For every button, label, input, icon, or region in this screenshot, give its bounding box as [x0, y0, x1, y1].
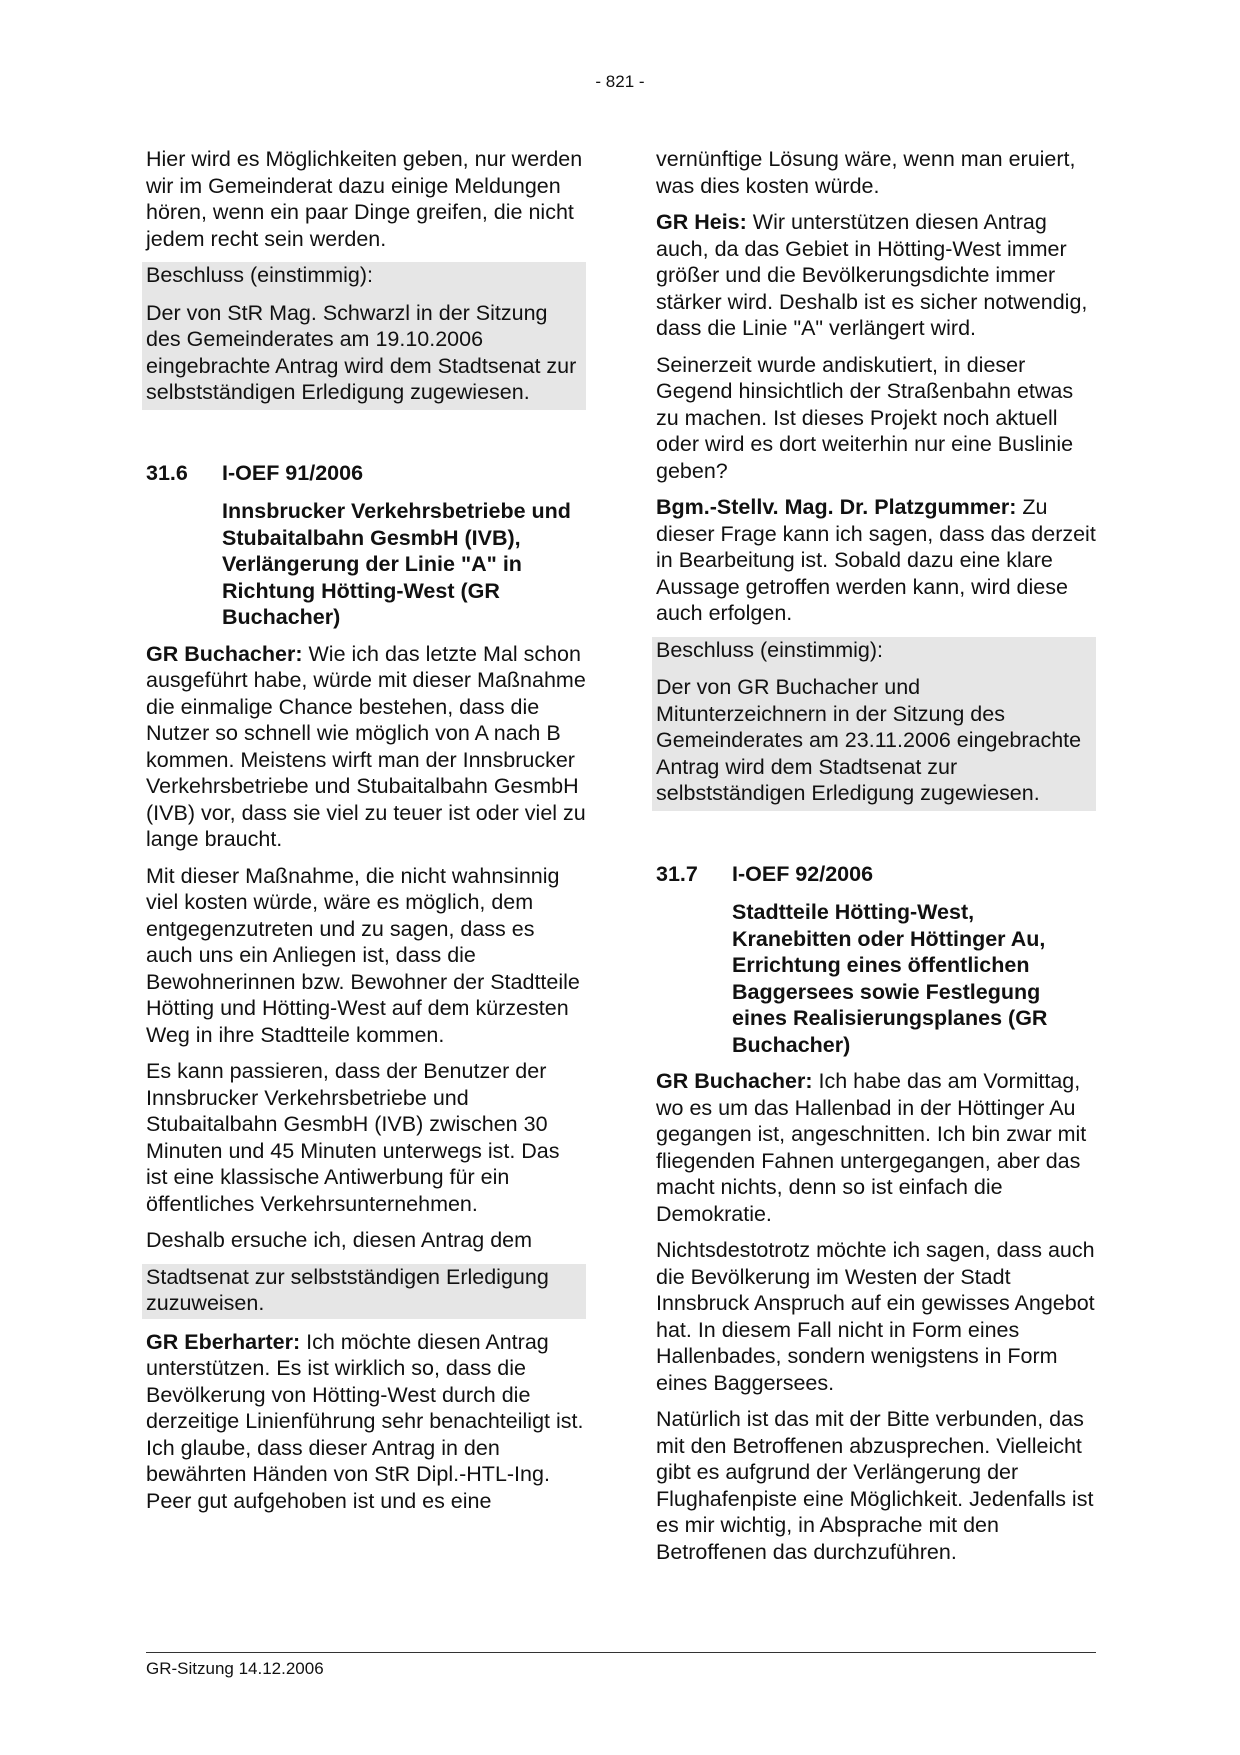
footer-text: GR-Sitzung 14.12.2006 — [146, 1659, 324, 1678]
resolution-label: Beschluss (einstimmig): — [656, 637, 883, 662]
speaker-name: GR Buchacher: — [656, 1069, 813, 1093]
speaker-name: Bgm.-Stellv. Mag. Dr. Platzgummer: — [656, 495, 1017, 519]
section-code: I-OEF 91/2006 — [222, 460, 364, 485]
paragraph: Seinerzeit wurde andiskutiert, in dieser Gegend hinsichtlich der Straßenbahn etwas zu machen. Ist dieses Projekt noch aktuell oder wird es dort weiterhin nur eine Buslinie geben? — [656, 352, 1074, 483]
resolution-text: Der von GR Buchacher und Mitunterzeichnern in der Sitzung des Gemeinderates am 23.11.2006 eingebrachte Antrag wird dem Stadtsenat zur selbstständigen Erledigung zugewiesen. — [656, 675, 1082, 805]
resolution-text: Der von StR Mag. Schwarzl in der Sitzung des Gemeinderates am 19.10.2006 eingebrachte Antrag wird dem Stadtsenat zur selbstständigen Erledigung zugewiesen. — [146, 300, 577, 404]
section-number: 31.7 — [656, 861, 698, 886]
section-title: Innsbrucker Verkehrsbetriebe und Stubaitalbahn GesmbH (IVB), Verlängerung der Linie "A" in Richtung Hötting-West (GR Buchacher) — [222, 499, 571, 629]
resolution-block — [142, 262, 586, 410]
page-number: - 821 - — [595, 72, 645, 91]
speech-paragraph: GR Eberharter: Ich möchte diesen Antrag unterstützen. Es ist wirklich so, dass die Bevölkerung von Hötting-West durch die derzeitige Linienführung sehr benachteiligt ist. Ich glaube, dass dieser Antrag in den bewährten Händen von StR Dipl.-HTL-Ing. Peer gut aufgehoben ist und es eine — [146, 1329, 584, 1513]
right-column — [656, 146, 1096, 1575]
shaded-text: Stadtsenat zur selbstständigen Erledigung zuzuweisen. — [146, 1264, 549, 1315]
section-title: Stadtteile Hötting-West, Kranebitten oder Höttinger Au, Errichtung eines öffentlichen Baggersees sowie Festlegung eines Realisierungsplanes (GR Buchacher) — [732, 900, 1048, 1057]
paragraph: Hier wird es Möglichkeiten geben, nur werden wir im Gemeinderat dazu einige Meldungen hören, wenn ein paar Dinge greifen, die nicht jedem recht sein werden. — [146, 147, 583, 251]
paragraph: Mit dieser Maßnahme, die nicht wahnsinnig viel kosten würde, wäre es möglich, dem entgegenzutreten und zu sagen, dass es auch uns ein Anliegen ist, dass die Bewohnerinnen bzw. Bewohner der Stadtteile Hötting und Hötting-West auf dem kürzesten Weg in ihre Stadtteile kommen. — [146, 863, 580, 1047]
paragraph: Deshalb ersuche ich, diesen Antrag dem — [146, 1228, 533, 1252]
section-number: 31.6 — [146, 460, 188, 485]
speech-paragraph: GR Heis: Wir unterstützen diesen Antrag auch, da das Gebiet in Hötting-West immer größer und die Bevölkerungsdichte immer stärker wird. Deshalb ist es sicher notwendig, dass die Linie "A" verlängert wird. — [656, 210, 1088, 340]
speech-paragraph: GR Buchacher: Wie ich das letzte Mal schon ausgeführt habe, würde mit dieser Maßnahme die einmalige Chance bestehen, dass die Nutzer so schnell wie möglich von A nach B kommen. Meistens wirft man der Innsbrucker Verkehrsbetriebe und Stubaitalbahn GesmbH (IVB) vor, dass sie viel zu teuer ist oder viel zu lange braucht. — [146, 641, 586, 851]
speech-paragraph: GR Buchacher: Ich habe das am Vormittag, wo es um das Hallenbad in der Höttinger Au gegangen ist, angeschnitten. Ich bin zwar mit fliegenden Fahnen untergegangen, aber das macht nichts, denn so ist einfach die Demokratie. — [656, 1069, 1087, 1226]
speaker-name: GR Eberharter: — [146, 1329, 301, 1354]
section-code: I-OEF 92/2006 — [732, 861, 874, 886]
footer-divider — [146, 1652, 1096, 1653]
speaker-name: GR Heis: — [656, 210, 747, 234]
resolution-block — [652, 637, 1096, 811]
paragraph: Nichtsdestotrotz möchte ich sagen, dass auch die Bevölkerung im Westen der Stadt Innsbruck Anspruch auf ein gewisses Angebot hat. In diesem Fall nicht in Form eines Hallenbades, sondern wenigstens in Form eines Baggersees. — [656, 1238, 1095, 1395]
section-heading — [656, 861, 1096, 888]
shaded-text-block — [142, 1264, 586, 1319]
left-column — [146, 146, 586, 1524]
paragraph: Natürlich ist das mit der Bitte verbunden, das mit den Betroffenen abzusprechen. Vielleicht gibt es aufgrund der Verlängerung der Flughafenpiste eine Möglichkeit. Jedenfalls ist es mir wichtig, in Absprache mit den Betroffenen das durchzuführen. — [656, 1407, 1094, 1564]
speaker-name: GR Buchacher: — [146, 641, 303, 666]
paragraph: Es kann passieren, dass der Benutzer der Innsbrucker Verkehrsbetriebe und Stubaitalbahn GesmbH (IVB) zwischen 30 Minuten und 45 Minuten unterwegs ist. Das ist eine klassische Antiwerbung für ein öffentliches Verkehrsunternehmen. — [146, 1059, 560, 1216]
section-heading — [146, 460, 586, 487]
resolution-label: Beschluss (einstimmig): — [146, 263, 373, 287]
speech-paragraph: Bgm.-Stellv. Mag. Dr. Platzgummer: Zu dieser Frage kann ich sagen, dass das derzeit in Bearbeitung ist. Sobald dazu eine klare Aussage getroffen werden kann, wird diese auch erfolgen. — [656, 495, 1096, 625]
paragraph: vernünftige Lösung wäre, wenn man eruiert, was dies kosten würde. — [656, 147, 1076, 198]
